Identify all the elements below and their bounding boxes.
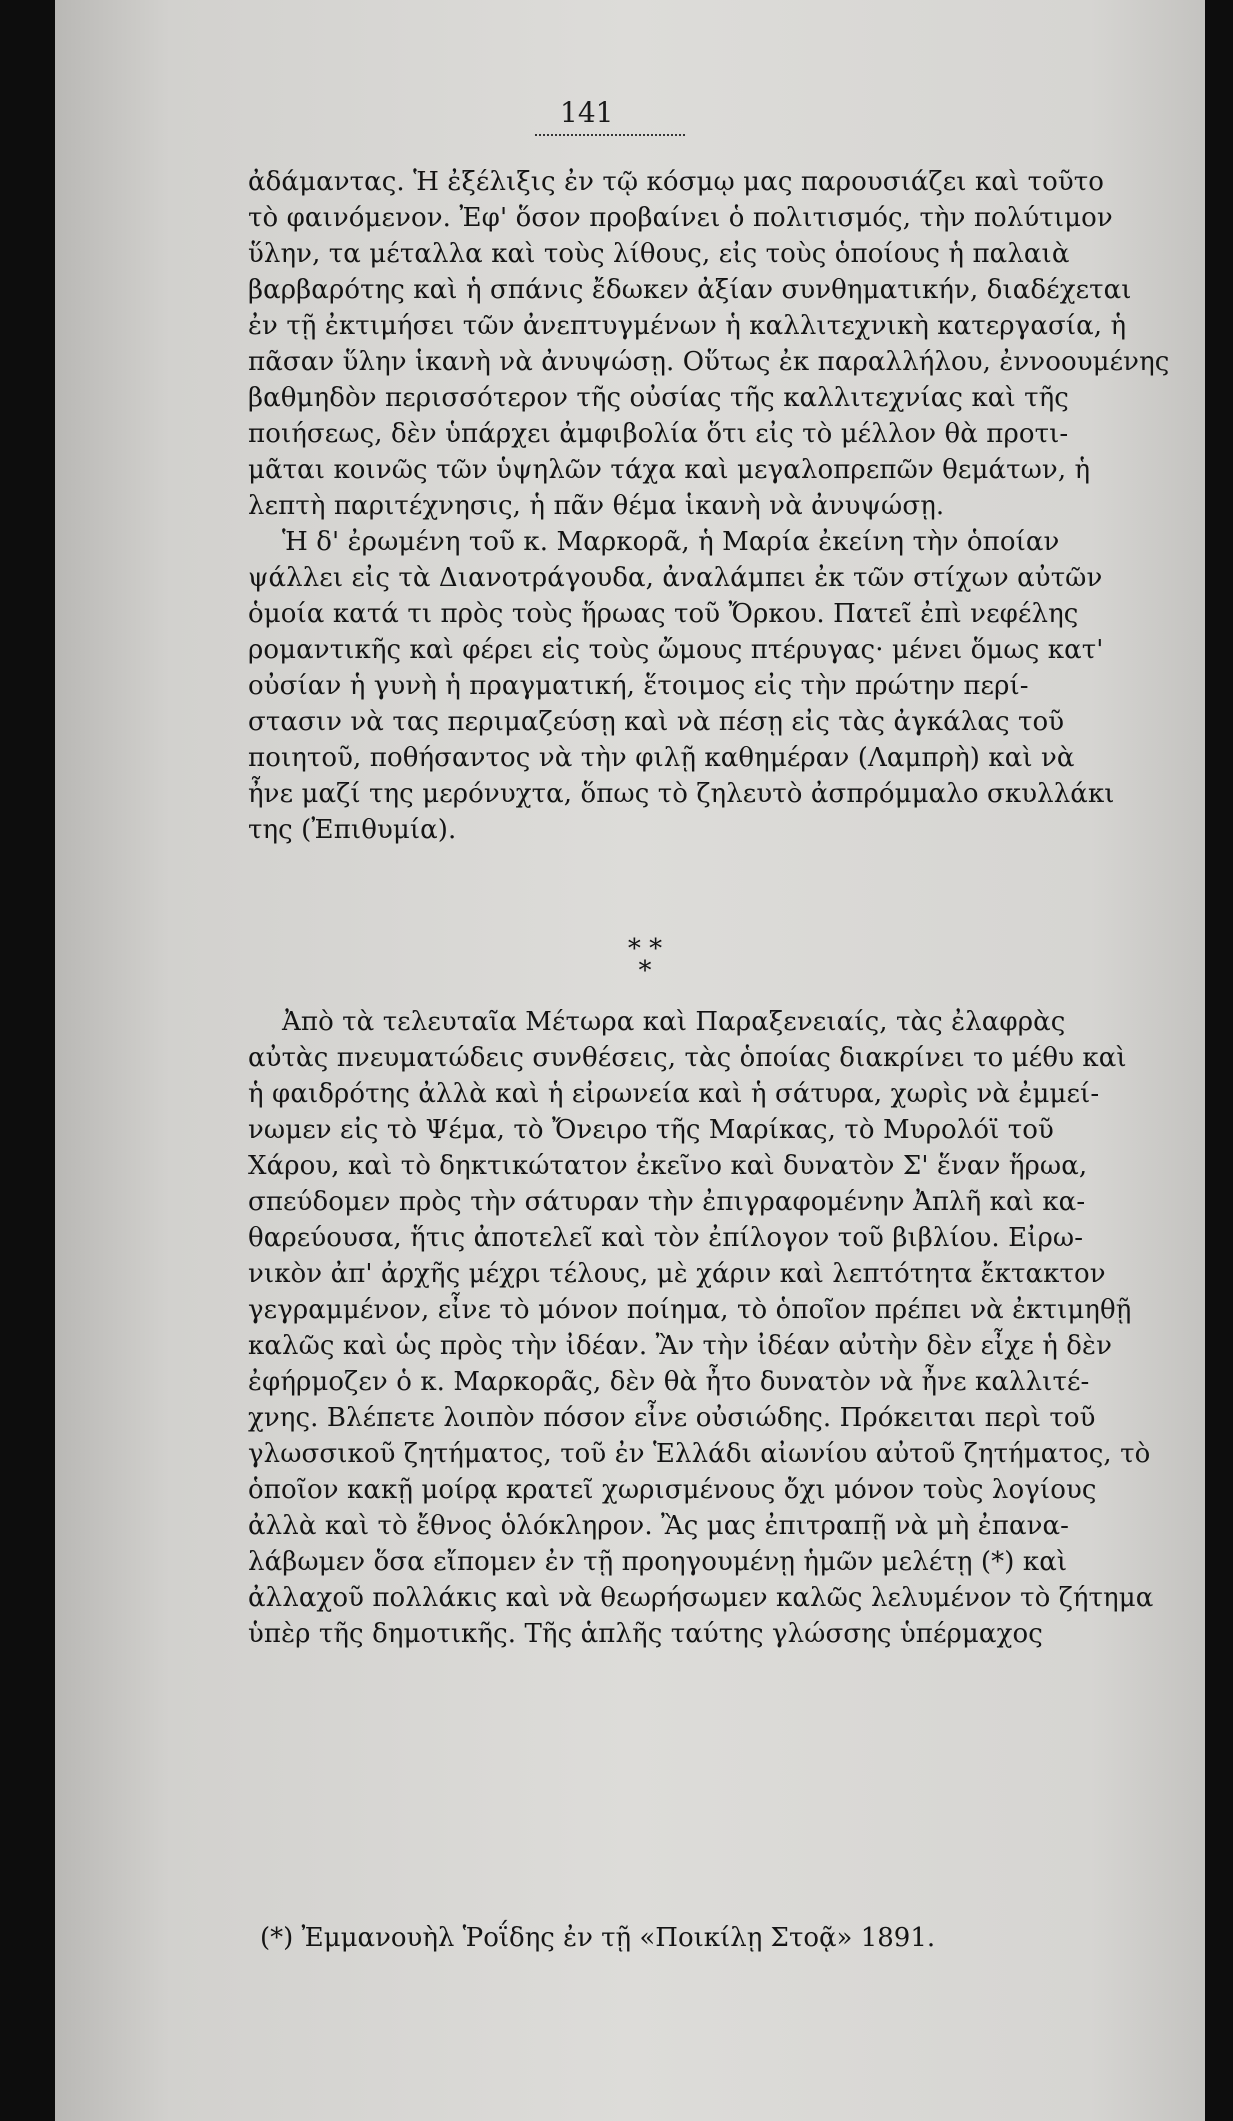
paragraph-block-1 [248, 164, 1170, 848]
text-line: ἀλλαχοῦ πολλάκις καὶ νὰ θεωρήσωμεν καλῶς λελυμένον τὸ ζήτημα [248, 1583, 1154, 1613]
text-line: Ἀπὸ τὰ τελευταῖα Μέτωρα καὶ Παραξενειαίς, τὰς ἐλαφρὰς [282, 1007, 1066, 1037]
text-line: τὸ φαινόμενον. Ἐφ' ὅσον προβαίνει ὁ πολιτισμός, τὴν πολύτιμον [248, 203, 1113, 233]
asterism: * * * [627, 934, 663, 986]
text-line: ποιήσεως, δὲν ὑπάρχει ἀμφιβολία ὅτι εἰς τὸ μέλλον θὰ προτι- [248, 419, 1069, 449]
text-line: πᾶσαν ὕλην ἱκανὴ νὰ ἀνυψώσῃ. Οὕτως ἐκ παραλλήλου, ἐννοουμένης [248, 347, 1170, 377]
text-line: λεπτὴ παριτέχνησις, ἡ πᾶν θέμα ἱκανὴ νὰ ἀνυψώσῃ. [248, 491, 945, 521]
text-line: ἐν τῇ ἐκτιμήσει τῶν ἀνεπτυγμένων ἡ καλλιτεχνικὴ κατεργασία, ἡ [248, 311, 1127, 341]
section-separator [610, 934, 680, 992]
text-line: σπεύδομεν πρὸς τὴν σάτυραν τὴν ἐπιγραφομένην Ἀπλῆ καὶ κα- [248, 1187, 1086, 1217]
text-line: νικὸν ἀπ' ἀρχῆς μέχρι τέλους, μὲ χάριν καὶ λεπτότητα ἔκτακτον [248, 1259, 1106, 1289]
text-line: γλωσσικοῦ ζητήματος, τοῦ ἐν Ἑλλάδι αἰωνίου αὐτοῦ ζητήματος, τὸ [248, 1439, 1151, 1469]
text-line: μᾶται κοινῶς τῶν ὑψηλῶν τάχα καὶ μεγαλοπρεπῶν θεμάτων, ἡ [248, 455, 1091, 485]
text-line: οὐσίαν ἡ γυνὴ ἡ πραγματική, ἕτοιμος εἰς τὴν πρώτην περί- [248, 671, 1029, 701]
footnote: (*) Ἐμμανουὴλ Ῥοΐδης ἐν τῇ «Ποικίλῃ Στοᾷ» 1891. [260, 1923, 936, 1953]
text-line: χνης. Βλέπετε λοιπὸν πόσον εἶνε οὐσιώδης. Πρόκειται περὶ τοῦ [248, 1403, 1096, 1433]
text-line: ἦνε μαζί της μερόνυχτα, ὅπως τὸ ζηλευτὸ ἀσπρόμμαλο σκυλλάκι [248, 779, 1115, 809]
paragraph-block-2 [248, 1004, 1154, 1652]
text-line: καλῶς καὶ ὡς πρὸς τὴν ἰδέαν. Ἂν τὴν ἰδέαν αὐτὴν δὲν εἶχε ἡ δὲν [248, 1331, 1113, 1361]
page-number: 141 [560, 96, 614, 129]
text-line: νωμεν εἰς τὸ Ψέμα, τὸ Ὄνειρο τῆς Μαρίκας, τὸ Μυρολόϊ τοῦ [248, 1115, 1054, 1145]
text-line: βαθμηδὸν περισσότερον τῆς οὐσίας τῆς καλλιτεχνίας καὶ τῆς [248, 383, 1069, 413]
text-line: ὕλην, τα μέταλλα καὶ τοὺς λίθους, εἰς τοὺς ὁποίους ἡ παλαιὰ [248, 239, 1070, 269]
text-line: Ἡ δ' ἐρωμένη τοῦ κ. Μαρκορᾶ, ἡ Μαρία ἐκείνη τὴν ὁποίαν [282, 527, 1060, 557]
text-line: ἀδάμαντας. Ἡ ἐξέλιξις ἐν τῷ κόσμῳ μας παρουσιάζει καὶ τοῦτο [248, 167, 1105, 197]
page-number-rule [535, 134, 685, 136]
text-line: βαρβαρότης καὶ ἡ σπάνις ἔδωκεν ἀξίαν συνθηματικήν, διαδέχεται [248, 275, 1132, 305]
text-line: ψάλλει εἰς τὰ Διανοτράγουδα, ἀναλάμπει ἐκ τῶν στίχων αὐτῶν [248, 563, 1103, 593]
text-line: της (Ἐπιθυμία). [248, 815, 457, 845]
text-line: Χάρου, καὶ τὸ δηκτικώτατον ἐκεῖνο καὶ δυνατὸν Σ' ἕναν ἥρωα, [248, 1151, 1088, 1181]
text-line: ἐφήρμοζεν ὁ κ. Μαρκορᾶς, δὲν θὰ ἦτο δυνατὸν νὰ ἦνε καλλιτέ- [248, 1367, 1090, 1397]
text-line: ρομαντικῆς καὶ φέρει εἰς τοὺς ὤμους πτέρυγας· μένει ὅμως κατ' [248, 635, 1104, 665]
text-line: στασιν νὰ τας περιμαζεύσῃ καὶ νὰ πέσῃ εἰς τὰς ἀγκάλας τοῦ [248, 707, 1065, 737]
text-line: ποιητοῦ, ποθήσαντος νὰ τὴν φιλῇ καθημέραν (Λαμπρὴ) καὶ νὰ [248, 743, 1075, 773]
text-line: λάβωμεν ὅσα εἴπομεν ἐν τῇ προηγουμένῃ ἡμῶν μελέτῃ (*) καὶ [248, 1547, 1068, 1577]
text-line: ὑπὲρ τῆς δημοτικῆς. Τῆς ἁπλῆς ταύτης γλώσσης ὑπέρμαχος [248, 1619, 1043, 1649]
text-line: αὐτὰς πνευματώδεις συνθέσεις, τὰς ὁποίας διακρίνει το μέθυ καὶ [248, 1043, 1127, 1073]
text-line: θαρεύουσα, ἥτις ἀποτελεῖ καὶ τὸν ἐπίλογον τοῦ βιβλίου. Εἰρω- [248, 1223, 1084, 1253]
text-line: ὁμοία κατά τι πρὸς τοὺς ἥρωας τοῦ Ὄρκου. Πατεῖ ἐπὶ νεφέλης [248, 599, 1079, 629]
text-line: ἀλλὰ καὶ τὸ ἔθνος ὁλόκληρον. Ἂς μας ἐπιτραπῇ νὰ μὴ ἐπανα- [248, 1511, 1070, 1541]
text-line: γεγραμμένον, εἶνε τὸ μόνον ποίημα, τὸ ὁποῖον πρέπει νὰ ἐκτιμηθῇ [248, 1295, 1132, 1325]
text-line: ὁποῖον κακῇ μοίρᾳ κρατεῖ χωρισμένους ὄχι μόνον τοὺς λογίους [248, 1475, 1097, 1505]
text-line: ἡ φαιδρότης ἀλλὰ καὶ ἡ εἰρωνεία καὶ ἡ σάτυρα, χωρὶς νὰ ἐμμεί- [248, 1079, 1100, 1109]
